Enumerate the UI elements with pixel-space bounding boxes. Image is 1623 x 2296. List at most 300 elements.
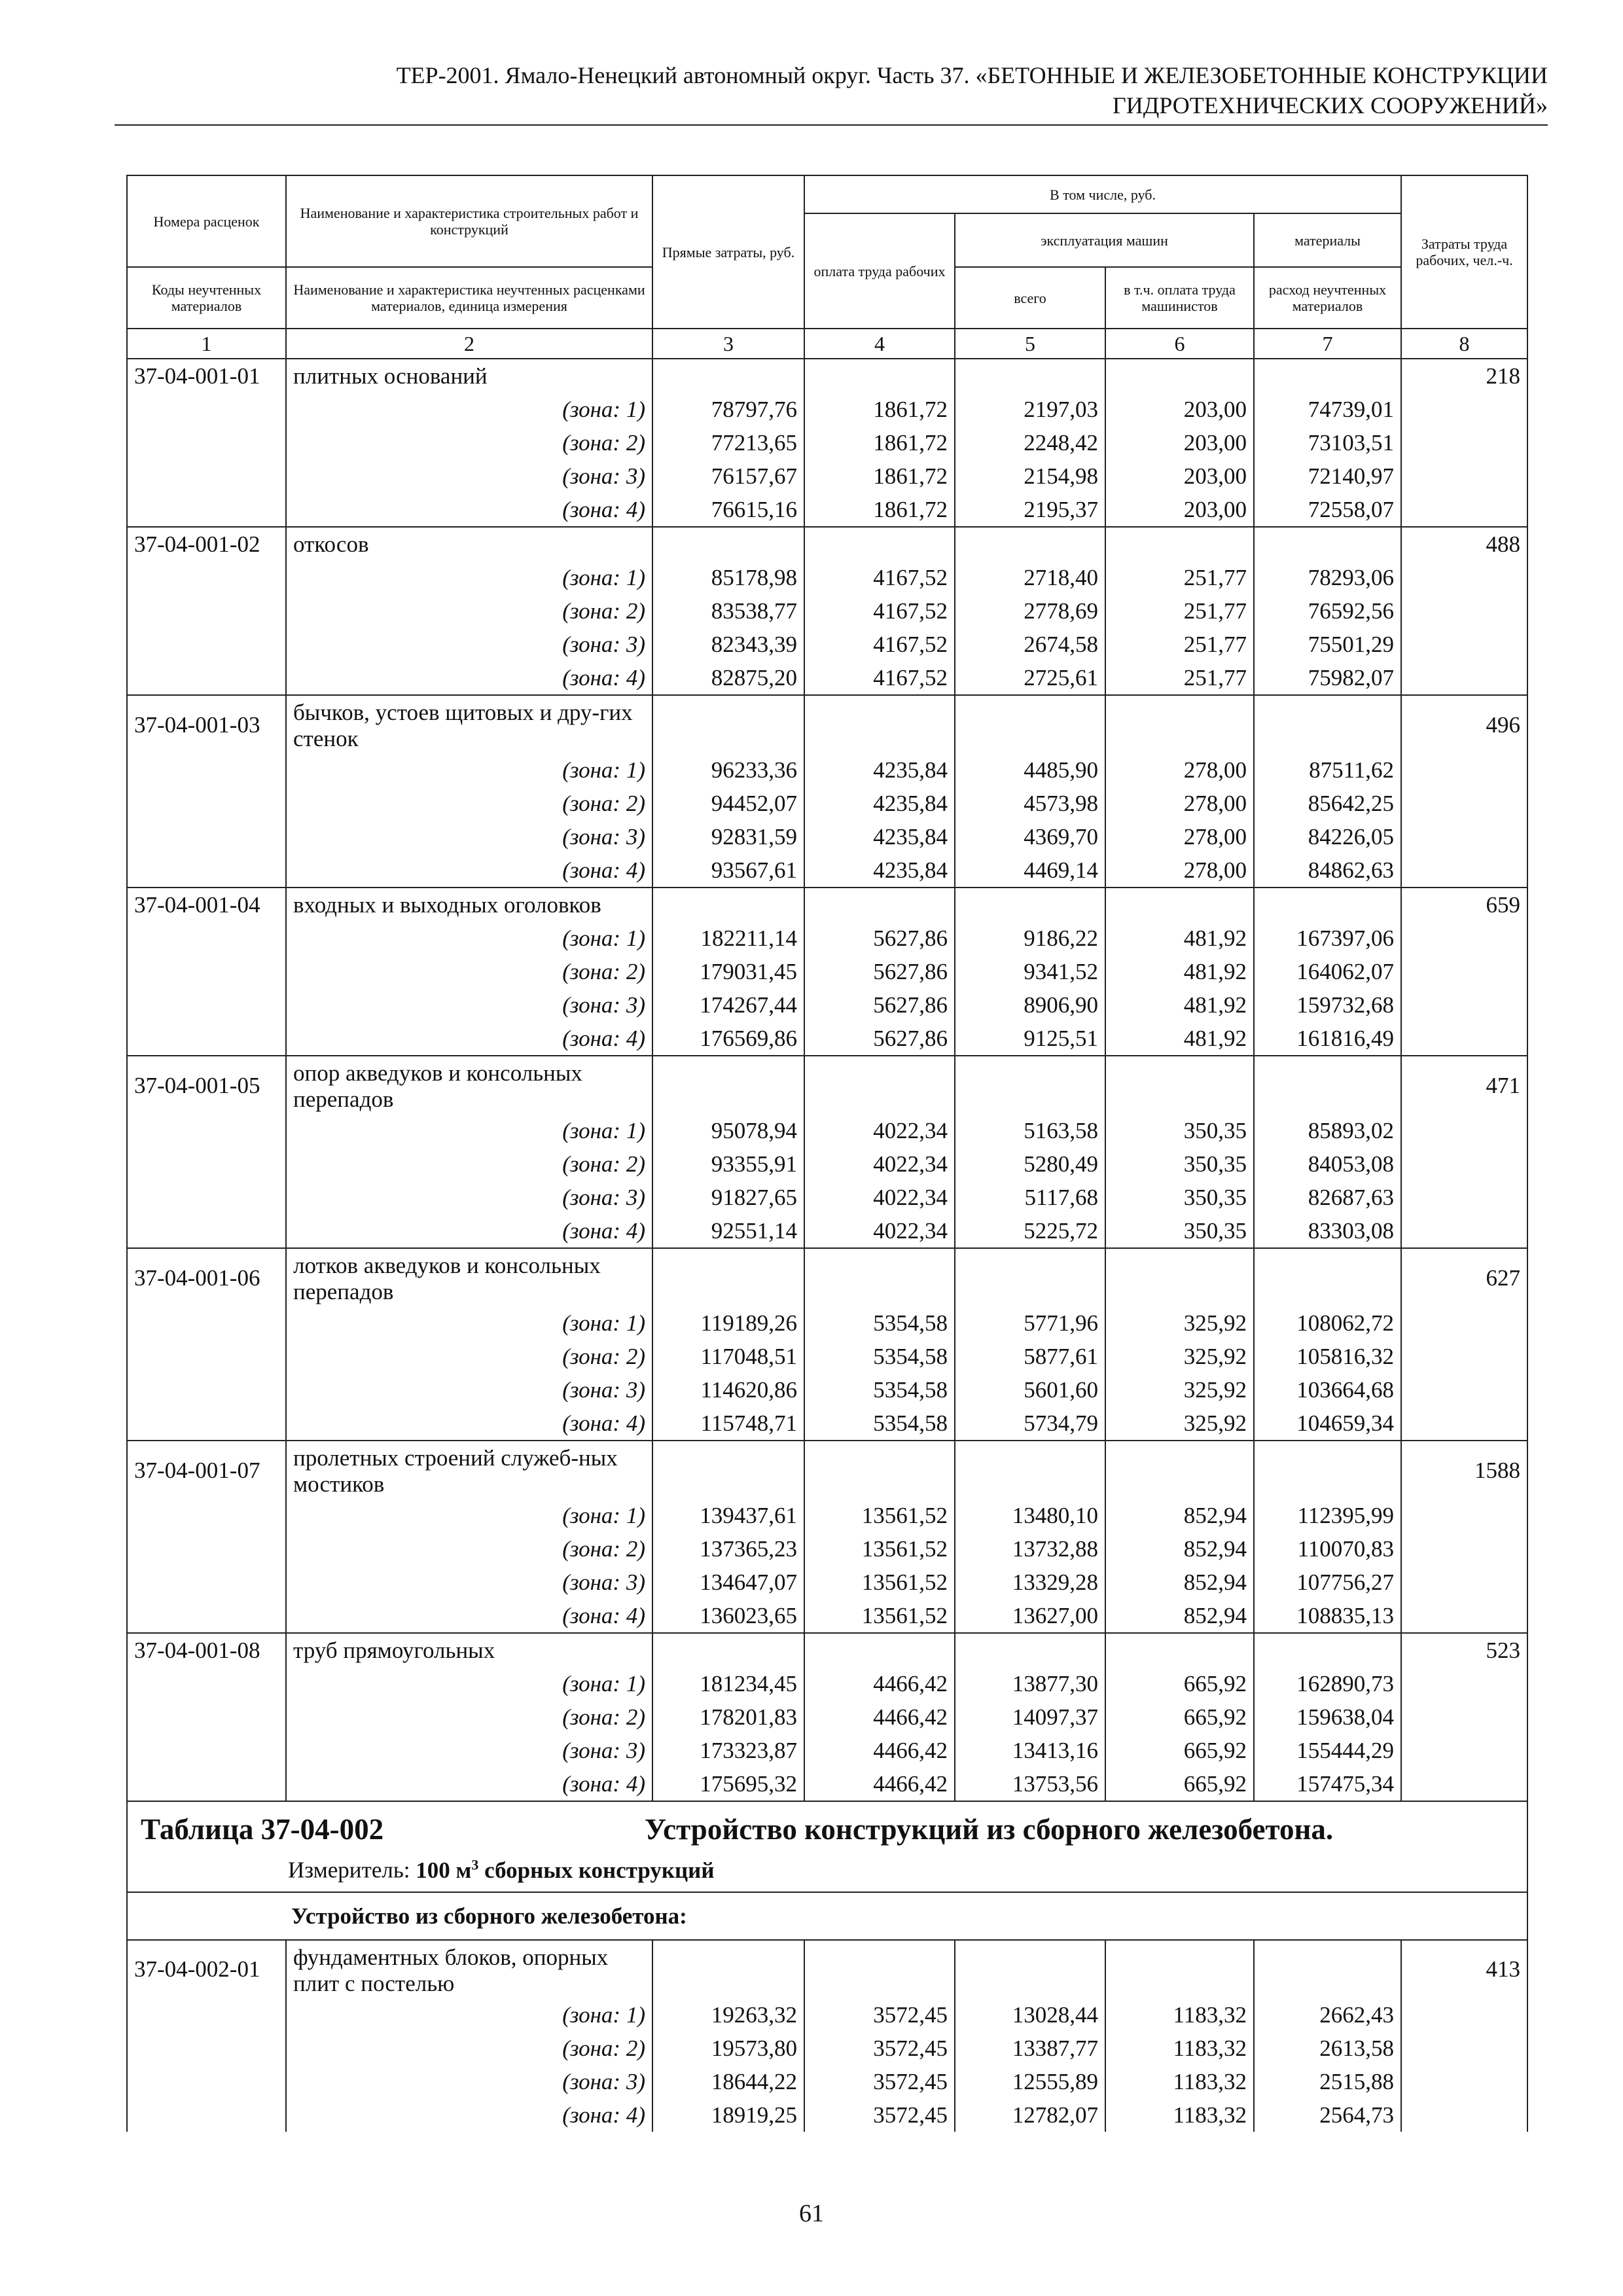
col-head-materials: материалы bbox=[1254, 213, 1401, 267]
rate-title-row bbox=[127, 359, 1527, 393]
worker-wages: 5627,86 bbox=[804, 922, 955, 955]
machinist-wages: 203,00 bbox=[1105, 426, 1254, 459]
empty-cell bbox=[127, 2065, 286, 2098]
direct-costs: 179031,45 bbox=[652, 955, 804, 988]
labor-hours: 659 bbox=[1401, 888, 1527, 922]
labor-hours: 1588 bbox=[1401, 1441, 1527, 1499]
zone-label: (зона: 2) bbox=[286, 426, 652, 459]
machines-total: 4573,98 bbox=[955, 787, 1105, 820]
machinist-wages: 1183,32 bbox=[1105, 1998, 1254, 2032]
worker-wages: 4167,52 bbox=[804, 561, 955, 594]
empty-cell bbox=[127, 493, 286, 527]
rate-name: лотков акведуков и консольных перепадов bbox=[286, 1248, 652, 1306]
col-head-1-top: Номера расценок bbox=[127, 175, 286, 267]
machines-total: 9186,22 bbox=[955, 922, 1105, 955]
machines-total: 13877,30 bbox=[955, 1667, 1105, 1700]
zone-label: (зона: 4) bbox=[286, 2098, 652, 2132]
empty-cell bbox=[127, 1181, 286, 1214]
rate-name: опор акведуков и консольных перепадов bbox=[286, 1056, 652, 1114]
col-head-5: всего bbox=[955, 267, 1105, 329]
direct-costs: 76157,67 bbox=[652, 459, 804, 493]
machines-total: 5877,61 bbox=[955, 1340, 1105, 1373]
machinist-wages: 481,92 bbox=[1105, 988, 1254, 1022]
empty-cell bbox=[127, 988, 286, 1022]
machines-total: 2154,98 bbox=[955, 459, 1105, 493]
labor-hours: 218 bbox=[1401, 359, 1527, 393]
rate-code: 37-04-001-02 bbox=[127, 527, 286, 561]
zone-row bbox=[127, 853, 1527, 888]
direct-costs: 173323,87 bbox=[652, 1734, 804, 1767]
machinist-wages: 278,00 bbox=[1105, 753, 1254, 787]
empty-cell bbox=[1401, 2032, 1527, 2065]
zone-row bbox=[127, 922, 1527, 955]
machines-total: 2725,61 bbox=[955, 661, 1105, 695]
rate-name: бычков, устоев щитовых и дру-гих стенок bbox=[286, 695, 652, 753]
rate-title-row bbox=[127, 1441, 1527, 1499]
machinist-wages: 852,94 bbox=[1105, 1532, 1254, 1566]
zone-label: (зона: 1) bbox=[286, 922, 652, 955]
direct-costs: 175695,32 bbox=[652, 1767, 804, 1801]
zone-row bbox=[127, 1599, 1527, 1633]
zone-label: (зона: 1) bbox=[286, 753, 652, 787]
direct-costs: 136023,65 bbox=[652, 1599, 804, 1633]
zone-row bbox=[127, 753, 1527, 787]
labor-hours: 471 bbox=[1401, 1056, 1527, 1114]
zone-row bbox=[127, 1998, 1527, 2032]
machines-total: 13480,10 bbox=[955, 1499, 1105, 1532]
empty-cell bbox=[1401, 1181, 1527, 1214]
measurement-value: 100 $м^3$ сборных конструкций bbox=[416, 1856, 715, 1883]
zone-row bbox=[127, 661, 1527, 695]
machinist-wages: 278,00 bbox=[1105, 787, 1254, 820]
rate-name: входных и выходных оголовков bbox=[286, 888, 652, 922]
machines-total: 5771,96 bbox=[955, 1306, 1105, 1340]
zone-row bbox=[127, 1147, 1527, 1181]
zone-label: (зона: 4) bbox=[286, 853, 652, 888]
col-head-7: расход неучтенных материалов bbox=[1254, 267, 1401, 329]
zone-row bbox=[127, 1373, 1527, 1407]
worker-wages: 5627,86 bbox=[804, 955, 955, 988]
empty-cell bbox=[1401, 493, 1527, 527]
worker-wages: 4235,84 bbox=[804, 853, 955, 888]
rate-name: фундаментных блоков, опорных плит с постелью bbox=[286, 1940, 652, 1998]
direct-costs: 82343,39 bbox=[652, 628, 804, 661]
col-head-1-bottom: Коды неучтенных материалов bbox=[127, 267, 286, 329]
materials-cost: 103664,68 bbox=[1254, 1373, 1401, 1407]
empty-cell bbox=[127, 1499, 286, 1532]
machinist-wages: 325,92 bbox=[1105, 1306, 1254, 1340]
direct-costs: 134647,07 bbox=[652, 1566, 804, 1599]
direct-costs: 85178,98 bbox=[652, 561, 804, 594]
zone-label: (зона: 4) bbox=[286, 1407, 652, 1441]
empty-cell bbox=[127, 628, 286, 661]
zone-row bbox=[127, 1306, 1527, 1340]
page-number: 61 bbox=[799, 2200, 824, 2227]
rate-code: 37-04-001-05 bbox=[127, 1056, 286, 1114]
materials-cost: 72140,97 bbox=[1254, 459, 1401, 493]
worker-wages: 4167,52 bbox=[804, 661, 955, 695]
machinist-wages: 251,77 bbox=[1105, 594, 1254, 628]
machinist-wages: 1183,32 bbox=[1105, 2032, 1254, 2065]
machines-total: 13627,00 bbox=[955, 1599, 1105, 1633]
zone-row bbox=[127, 1214, 1527, 1248]
empty-cell bbox=[1401, 2065, 1527, 2098]
empty-cell bbox=[127, 561, 286, 594]
materials-cost: 157475,34 bbox=[1254, 1767, 1401, 1801]
zone-row bbox=[127, 1532, 1527, 1566]
machines-total: 2718,40 bbox=[955, 561, 1105, 594]
materials-cost: 83303,08 bbox=[1254, 1214, 1401, 1248]
machines-total: 13753,56 bbox=[955, 1767, 1105, 1801]
direct-costs: 19573,80 bbox=[652, 2032, 804, 2065]
zone-label: (зона: 4) bbox=[286, 1767, 652, 1801]
zone-label: (зона: 1) bbox=[286, 1998, 652, 2032]
rate-code: 37-04-001-03 bbox=[127, 695, 286, 753]
machinist-wages: 665,92 bbox=[1105, 1767, 1254, 1801]
worker-wages: 5354,58 bbox=[804, 1306, 955, 1340]
zone-row bbox=[127, 1114, 1527, 1147]
materials-cost: 82687,63 bbox=[1254, 1181, 1401, 1214]
zone-label: (зона: 2) bbox=[286, 955, 652, 988]
zone-label: (зона: 4) bbox=[286, 493, 652, 527]
zone-label: (зона: 3) bbox=[286, 820, 652, 853]
materials-cost: 75982,07 bbox=[1254, 661, 1401, 695]
rate-name: труб прямоугольных bbox=[286, 1633, 652, 1667]
machines-total: 5117,68 bbox=[955, 1181, 1105, 1214]
worker-wages: 1861,72 bbox=[804, 426, 955, 459]
empty-cell bbox=[1401, 1734, 1527, 1767]
materials-cost: 2662,43 bbox=[1254, 1998, 1401, 2032]
direct-costs: 94452,07 bbox=[652, 787, 804, 820]
materials-cost: 76592,56 bbox=[1254, 594, 1401, 628]
materials-cost: 164062,07 bbox=[1254, 955, 1401, 988]
worker-wages: 13561,52 bbox=[804, 1532, 955, 1566]
empty-cell bbox=[1401, 1114, 1527, 1147]
empty-cell bbox=[1401, 594, 1527, 628]
col-head-2-top: Наименование и характеристика строительных работ и конструкций bbox=[286, 175, 652, 267]
zone-row bbox=[127, 820, 1527, 853]
empty-cell bbox=[127, 1667, 286, 1700]
direct-costs: 117048,51 bbox=[652, 1340, 804, 1373]
machines-total: 9341,52 bbox=[955, 955, 1105, 988]
table-title: Устройство конструкций из сборного железобетона. bbox=[645, 1813, 1334, 1846]
zone-label: (зона: 1) bbox=[286, 561, 652, 594]
worker-wages: 13561,52 bbox=[804, 1566, 955, 1599]
zone-label: (зона: 2) bbox=[286, 2032, 652, 2065]
zone-row bbox=[127, 594, 1527, 628]
empty-cell bbox=[127, 1407, 286, 1441]
rate-title-row bbox=[127, 1633, 1527, 1667]
machines-total: 5280,49 bbox=[955, 1147, 1105, 1181]
materials-cost: 104659,34 bbox=[1254, 1407, 1401, 1441]
direct-costs: 83538,77 bbox=[652, 594, 804, 628]
empty-cell bbox=[1401, 1566, 1527, 1599]
machines-total: 5601,60 bbox=[955, 1373, 1105, 1407]
zone-row bbox=[127, 1407, 1527, 1441]
zone-label: (зона: 2) bbox=[286, 1700, 652, 1734]
worker-wages: 4466,42 bbox=[804, 1700, 955, 1734]
worker-wages: 3572,45 bbox=[804, 2065, 955, 2098]
worker-wages: 1861,72 bbox=[804, 493, 955, 527]
materials-cost: 159732,68 bbox=[1254, 988, 1401, 1022]
machines-total: 13028,44 bbox=[955, 1998, 1105, 2032]
materials-cost: 2515,88 bbox=[1254, 2065, 1401, 2098]
direct-costs: 96233,36 bbox=[652, 753, 804, 787]
empty-cell bbox=[127, 1566, 286, 1599]
empty-cell bbox=[127, 1599, 286, 1633]
measurement-unit bbox=[141, 1850, 1514, 1885]
zone-row bbox=[127, 1340, 1527, 1373]
table-heading bbox=[141, 1808, 1514, 1850]
machinist-wages: 1183,32 bbox=[1105, 2065, 1254, 2098]
zone-label: (зона: 3) bbox=[286, 988, 652, 1022]
zone-label: (зона: 4) bbox=[286, 1022, 652, 1056]
materials-cost: 161816,49 bbox=[1254, 1022, 1401, 1056]
empty-cell bbox=[1401, 922, 1527, 955]
machinist-wages: 325,92 bbox=[1105, 1373, 1254, 1407]
materials-cost: 84053,08 bbox=[1254, 1147, 1401, 1181]
col-number: 7 bbox=[1254, 329, 1401, 359]
worker-wages: 5354,58 bbox=[804, 1407, 955, 1441]
zone-label: (зона: 4) bbox=[286, 1599, 652, 1633]
zone-label: (зона: 3) bbox=[286, 1181, 652, 1214]
empty-cell bbox=[1401, 1998, 1527, 2032]
worker-wages: 4022,34 bbox=[804, 1181, 955, 1214]
machines-total: 2195,37 bbox=[955, 493, 1105, 527]
machinist-wages: 852,94 bbox=[1105, 1499, 1254, 1532]
materials-cost: 2613,58 bbox=[1254, 2032, 1401, 2065]
direct-costs: 18919,25 bbox=[652, 2098, 804, 2132]
empty-cell bbox=[1401, 393, 1527, 426]
worker-wages: 13561,52 bbox=[804, 1499, 955, 1532]
empty-cell bbox=[1401, 426, 1527, 459]
empty-cell bbox=[1401, 1373, 1527, 1407]
empty-cell bbox=[127, 1214, 286, 1248]
zone-row bbox=[127, 393, 1527, 426]
empty-cell bbox=[1401, 1214, 1527, 1248]
rate-title-row bbox=[127, 1056, 1527, 1114]
zone-row bbox=[127, 1667, 1527, 1700]
worker-wages: 13561,52 bbox=[804, 1599, 955, 1633]
machinist-wages: 325,92 bbox=[1105, 1340, 1254, 1373]
labor-hours: 627 bbox=[1401, 1248, 1527, 1306]
machines-total: 12782,07 bbox=[955, 2098, 1105, 2132]
empty-cell bbox=[127, 393, 286, 426]
zone-label: (зона: 4) bbox=[286, 1214, 652, 1248]
zone-label: (зона: 1) bbox=[286, 1499, 652, 1532]
direct-costs: 78797,76 bbox=[652, 393, 804, 426]
zone-row bbox=[127, 561, 1527, 594]
empty-cell bbox=[1401, 853, 1527, 888]
rate-name: откосов bbox=[286, 527, 652, 561]
empty-cell bbox=[1401, 1499, 1527, 1532]
zone-label: (зона: 3) bbox=[286, 1734, 652, 1767]
direct-costs: 139437,61 bbox=[652, 1499, 804, 1532]
materials-cost: 85642,25 bbox=[1254, 787, 1401, 820]
empty-cell bbox=[1401, 1532, 1527, 1566]
rate-code: 37-04-001-08 bbox=[127, 1633, 286, 1667]
materials-cost: 84862,63 bbox=[1254, 853, 1401, 888]
empty-cell bbox=[1401, 753, 1527, 787]
empty-cell bbox=[1401, 988, 1527, 1022]
table-heading-cell bbox=[127, 1801, 1527, 1892]
rate-code: 37-04-001-04 bbox=[127, 888, 286, 922]
machines-total: 12555,89 bbox=[955, 2065, 1105, 2098]
rate-title-row bbox=[127, 695, 1527, 753]
rate-code: 37-04-002-01 bbox=[127, 1940, 286, 1998]
direct-costs: 178201,83 bbox=[652, 1700, 804, 1734]
empty-cell bbox=[127, 787, 286, 820]
zone-row bbox=[127, 1734, 1527, 1767]
header-line-2: ГИДРОТЕХНИЧЕСКИХ СООРУЖЕНИЙ» bbox=[1112, 92, 1548, 118]
empty-cell bbox=[127, 426, 286, 459]
worker-wages: 4022,34 bbox=[804, 1147, 955, 1181]
materials-cost: 75501,29 bbox=[1254, 628, 1401, 661]
zone-label: (зона: 4) bbox=[286, 661, 652, 695]
col-head-4: оплата труда рабочих bbox=[804, 213, 955, 329]
zone-row bbox=[127, 1700, 1527, 1734]
worker-wages: 5627,86 bbox=[804, 1022, 955, 1056]
empty-cell bbox=[1401, 1407, 1527, 1441]
machinist-wages: 251,77 bbox=[1105, 561, 1254, 594]
machines-total: 5163,58 bbox=[955, 1114, 1105, 1147]
zone-row bbox=[127, 628, 1527, 661]
zone-label: (зона: 3) bbox=[286, 2065, 652, 2098]
direct-costs: 176569,86 bbox=[652, 1022, 804, 1056]
machinist-wages: 278,00 bbox=[1105, 853, 1254, 888]
machinist-wages: 481,92 bbox=[1105, 1022, 1254, 1056]
empty-cell bbox=[127, 2098, 286, 2132]
worker-wages: 4235,84 bbox=[804, 787, 955, 820]
table-body-37-04-002 bbox=[127, 1940, 1527, 2132]
zone-row bbox=[127, 1767, 1527, 1801]
zone-label: (зона: 2) bbox=[286, 1340, 652, 1373]
worker-wages: 4167,52 bbox=[804, 628, 955, 661]
machinist-wages: 665,92 bbox=[1105, 1700, 1254, 1734]
machinist-wages: 251,77 bbox=[1105, 661, 1254, 695]
empty-cell bbox=[127, 2032, 286, 2065]
materials-cost: 78293,06 bbox=[1254, 561, 1401, 594]
empty-cell bbox=[127, 1373, 286, 1407]
machines-total: 13387,77 bbox=[955, 2032, 1105, 2065]
direct-costs: 114620,86 bbox=[652, 1373, 804, 1407]
col-head-3: Прямые затраты, руб. bbox=[652, 175, 804, 329]
zone-label: (зона: 3) bbox=[286, 1373, 652, 1407]
empty-cell bbox=[127, 1340, 286, 1373]
header-line-1: ТЕР-2001. Ямало-Ненецкий автономный округ. Часть 37. «БЕТОННЫЕ И ЖЕЛЕЗОБЕТОННЫЕ КОНСТРУКЦИИ bbox=[396, 62, 1548, 88]
empty-cell bbox=[127, 661, 286, 695]
materials-cost: 112395,99 bbox=[1254, 1499, 1401, 1532]
worker-wages: 4466,42 bbox=[804, 1734, 955, 1767]
col-number: 5 bbox=[955, 329, 1105, 359]
machinist-wages: 350,35 bbox=[1105, 1181, 1254, 1214]
materials-cost: 167397,06 bbox=[1254, 922, 1401, 955]
zone-row bbox=[127, 1181, 1527, 1214]
zone-label: (зона: 2) bbox=[286, 594, 652, 628]
direct-costs: 119189,26 bbox=[652, 1306, 804, 1340]
zone-label: (зона: 1) bbox=[286, 1306, 652, 1340]
machinist-wages: 278,00 bbox=[1105, 820, 1254, 853]
direct-costs: 92831,59 bbox=[652, 820, 804, 853]
col-head-8: Затраты труда рабочих, чел.-ч. bbox=[1401, 175, 1527, 329]
machines-total: 9125,51 bbox=[955, 1022, 1105, 1056]
col-number: 3 bbox=[652, 329, 804, 359]
measurement-prefix: Измеритель: bbox=[288, 1857, 416, 1883]
machines-total: 4469,14 bbox=[955, 853, 1105, 888]
direct-costs: 181234,45 bbox=[652, 1667, 804, 1700]
direct-costs: 77213,65 bbox=[652, 426, 804, 459]
direct-costs: 92551,14 bbox=[652, 1214, 804, 1248]
col-number: 2 bbox=[286, 329, 652, 359]
zone-label: (зона: 1) bbox=[286, 393, 652, 426]
empty-cell bbox=[127, 753, 286, 787]
machines-total: 14097,37 bbox=[955, 1700, 1105, 1734]
worker-wages: 3572,45 bbox=[804, 2032, 955, 2065]
worker-wages: 1861,72 bbox=[804, 393, 955, 426]
table-number: Таблица 37-04-002 bbox=[141, 1813, 384, 1846]
zone-label: (зона: 3) bbox=[286, 459, 652, 493]
zone-row bbox=[127, 2032, 1527, 2065]
labor-hours: 523 bbox=[1401, 1633, 1527, 1667]
col-head-6: в т.ч. оплата труда машинистов bbox=[1105, 267, 1254, 329]
empty-cell bbox=[1401, 1022, 1527, 1056]
worker-wages: 1861,72 bbox=[804, 459, 955, 493]
machinist-wages: 203,00 bbox=[1105, 493, 1254, 527]
direct-costs: 18644,22 bbox=[652, 2065, 804, 2098]
machines-total: 8906,90 bbox=[955, 988, 1105, 1022]
empty-cell bbox=[1401, 1340, 1527, 1373]
machinist-wages: 350,35 bbox=[1105, 1147, 1254, 1181]
empty-cell bbox=[127, 1306, 286, 1340]
empty-cell bbox=[1401, 1700, 1527, 1734]
section-subheading: Устройство из сборного железобетона: bbox=[127, 1892, 1527, 1940]
machinist-wages: 1183,32 bbox=[1105, 2098, 1254, 2132]
direct-costs: 95078,94 bbox=[652, 1114, 804, 1147]
rate-title-row bbox=[127, 888, 1527, 922]
labor-hours: 413 bbox=[1401, 1940, 1527, 1998]
machines-total: 2248,42 bbox=[955, 426, 1105, 459]
labor-hours: 488 bbox=[1401, 527, 1527, 561]
machinist-wages: 665,92 bbox=[1105, 1667, 1254, 1700]
col-head-2-bottom: Наименование и характеристика неучтенных расценками материалов, единица измерения bbox=[286, 267, 652, 329]
machinist-wages: 251,77 bbox=[1105, 628, 1254, 661]
worker-wages: 4235,84 bbox=[804, 753, 955, 787]
empty-cell bbox=[1401, 1667, 1527, 1700]
rate-code: 37-04-001-06 bbox=[127, 1248, 286, 1306]
empty-cell bbox=[127, 1700, 286, 1734]
direct-costs: 115748,71 bbox=[652, 1407, 804, 1441]
materials-cost: 87511,62 bbox=[1254, 753, 1401, 787]
zone-row bbox=[127, 955, 1527, 988]
direct-costs: 174267,44 bbox=[652, 988, 804, 1022]
zone-row bbox=[127, 426, 1527, 459]
empty-cell bbox=[1401, 459, 1527, 493]
table-body-37-04-001 bbox=[127, 359, 1527, 1801]
machines-total: 2778,69 bbox=[955, 594, 1105, 628]
materials-cost: 105816,32 bbox=[1254, 1340, 1401, 1373]
empty-cell bbox=[127, 1532, 286, 1566]
machinist-wages: 350,35 bbox=[1105, 1214, 1254, 1248]
machines-total: 13732,88 bbox=[955, 1532, 1105, 1566]
worker-wages: 5354,58 bbox=[804, 1340, 955, 1373]
empty-cell bbox=[1401, 2098, 1527, 2132]
direct-costs: 82875,20 bbox=[652, 661, 804, 695]
materials-cost: 110070,83 bbox=[1254, 1532, 1401, 1566]
labor-hours: 496 bbox=[1401, 695, 1527, 753]
worker-wages: 4466,42 bbox=[804, 1667, 955, 1700]
rate-title-row bbox=[127, 1940, 1527, 1998]
empty-cell bbox=[127, 1998, 286, 2032]
